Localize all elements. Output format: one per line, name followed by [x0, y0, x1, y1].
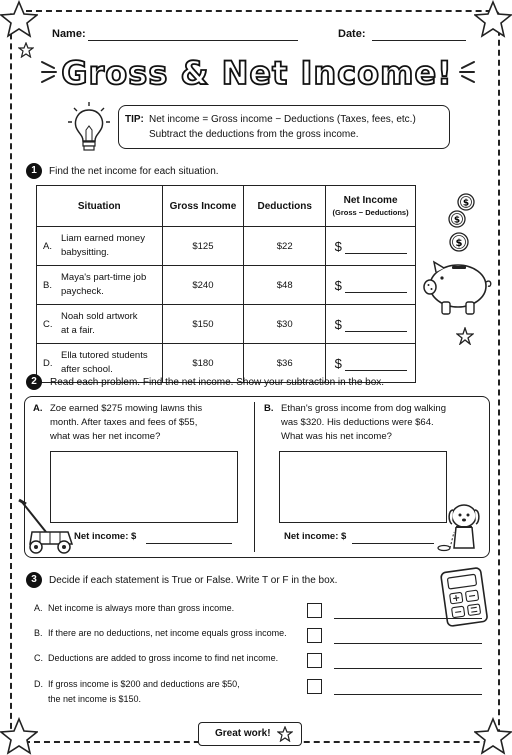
statement-c-text: Deductions are added to gross income to find net income.	[48, 653, 279, 663]
net-answer-field[interactable]	[345, 282, 407, 293]
date-field[interactable]	[372, 28, 466, 41]
row-letter: B.	[43, 279, 52, 291]
section-number-1: 1	[26, 163, 42, 179]
col-situation: Situation	[37, 186, 163, 227]
problem-b-line-2: was $320. His deductions were $64.	[281, 417, 434, 428]
section-1-instruction: Find the net income for each situation.	[49, 166, 219, 177]
statement-d-letter: D.	[34, 679, 43, 689]
answer-line[interactable]	[334, 642, 482, 644]
name-label: Name:	[52, 28, 86, 40]
statement-b-letter: B.	[34, 628, 43, 638]
problem-a-line-2: month. After taxes and fees of $55,	[50, 417, 198, 428]
net-income-table	[36, 185, 416, 383]
situation-line-1: Liam earned money	[61, 233, 145, 244]
lightbulb-icon	[66, 100, 112, 158]
tip-line-2: Subtract the deductions from the gross income.	[149, 129, 359, 140]
section-number-3: 3	[26, 572, 42, 588]
problem-a-work-box[interactable]	[50, 451, 238, 523]
col-net	[326, 186, 416, 227]
statement-a-text: Net income is always more than gross income.	[48, 603, 235, 613]
situation-line-1: Maya's part-time job	[61, 272, 147, 283]
answer-line[interactable]	[334, 617, 482, 619]
problem-divider	[254, 402, 255, 552]
section-3-instruction: Decide if each statement is True or False. Write T or F in the box.	[49, 575, 338, 586]
name-field[interactable]	[88, 28, 298, 41]
great-work-badge	[198, 722, 302, 746]
col-gross: Gross Income	[162, 186, 244, 227]
statement-b-text: If there are no deductions, net income equals gross income.	[48, 628, 287, 638]
situation-line-2: babysitting.	[61, 247, 110, 258]
problem-a-answer-label: Net income: $	[74, 531, 137, 542]
dollar-sign: $	[334, 355, 342, 371]
svg-text:$: $	[453, 215, 461, 226]
col-net-title: Net Income	[343, 195, 398, 206]
gross-cell: $150	[162, 305, 244, 344]
table-header-row	[37, 186, 416, 227]
problem-b-work-box[interactable]	[279, 451, 447, 523]
calculator-icon	[440, 566, 494, 630]
star-icon	[277, 726, 293, 742]
problem-a-answer-field[interactable]	[146, 531, 232, 544]
situation-line-2: paycheck.	[61, 286, 104, 297]
problem-a-letter: A.	[33, 403, 43, 414]
section-number-2: 2	[26, 374, 42, 390]
tip-line-1: Net income = Gross income − Deductions (Taxes, fees, etc.)	[149, 114, 416, 125]
statement-a-letter: A.	[34, 603, 43, 613]
dollar-sign: $	[334, 277, 342, 293]
page-title	[62, 48, 452, 96]
deductions-cell: $48	[244, 266, 326, 305]
true-false-box[interactable]	[307, 603, 322, 618]
situation-line-2: after school.	[61, 364, 113, 375]
gross-cell: $125	[162, 227, 244, 266]
star-icon	[18, 42, 34, 58]
star-icon	[474, 0, 512, 38]
col-net-subtitle: (Gross − Deductions)	[332, 208, 409, 217]
answer-line[interactable]	[334, 693, 482, 695]
statement-c-letter: C.	[34, 653, 43, 663]
row-letter: C.	[43, 318, 53, 330]
svg-text:$: $	[462, 198, 470, 209]
deductions-cell: $36	[244, 344, 326, 383]
table-row	[37, 227, 416, 266]
table-row	[37, 305, 416, 344]
tip-box	[118, 105, 450, 149]
col-deductions: Deductions	[244, 186, 326, 227]
svg-text:$: $	[455, 238, 463, 249]
true-false-box[interactable]	[307, 653, 322, 668]
net-answer-field[interactable]	[345, 321, 407, 332]
star-icon	[456, 327, 474, 345]
true-false-box[interactable]	[307, 679, 322, 694]
problem-b-answer-field[interactable]	[352, 531, 434, 544]
problem-b-letter: B.	[264, 403, 274, 414]
deductions-cell: $30	[244, 305, 326, 344]
row-letter: D.	[43, 357, 53, 369]
problem-b-line-3: What was his net income?	[281, 431, 392, 442]
row-letter: A.	[43, 240, 52, 252]
problem-a-line-1: Zoe earned $275 mowing lawns this	[50, 403, 203, 414]
true-false-box[interactable]	[307, 628, 322, 643]
situation-line-2: at a fair.	[61, 325, 95, 336]
sparkle-lines	[40, 56, 64, 86]
situation-line-1: Ella tutored students	[61, 350, 148, 361]
piggy-bank-icon	[420, 256, 496, 318]
gross-cell: $240	[162, 266, 244, 305]
coin-icon	[444, 192, 478, 256]
dog-icon	[436, 498, 488, 554]
date-label: Date:	[338, 28, 366, 40]
star-icon	[0, 0, 38, 38]
footer-text: Great work!	[215, 728, 271, 739]
dollar-sign: $	[334, 316, 342, 332]
sparkle-lines	[452, 56, 476, 86]
dollar-sign: $	[334, 238, 342, 254]
tip-label: TIP:	[125, 114, 144, 125]
problem-a-line-3: what was her net income?	[50, 431, 161, 442]
net-answer-field[interactable]	[345, 243, 407, 254]
statement-d-text-2: the net income is $150.	[48, 694, 142, 704]
net-answer-field[interactable]	[345, 360, 407, 371]
lawn-mower-icon	[18, 498, 74, 556]
title-text: Gross & Net Income!	[62, 54, 452, 92]
problem-b-line-1: Ethan's gross income from dog walking	[281, 403, 446, 414]
gross-cell: $180	[162, 344, 244, 383]
answer-line[interactable]	[334, 667, 482, 669]
table-row	[37, 266, 416, 305]
section-2-instruction: Read each problem. Find the net income. Show your subtraction in the box.	[50, 377, 385, 388]
statement-d-text: If gross income is $200 and deductions are $50,	[48, 679, 240, 689]
star-icon	[474, 717, 512, 755]
deductions-cell: $22	[244, 227, 326, 266]
problem-b-answer-label: Net income: $	[284, 531, 347, 542]
situation-line-1: Noah sold artwork	[61, 311, 138, 322]
star-icon	[0, 717, 38, 755]
